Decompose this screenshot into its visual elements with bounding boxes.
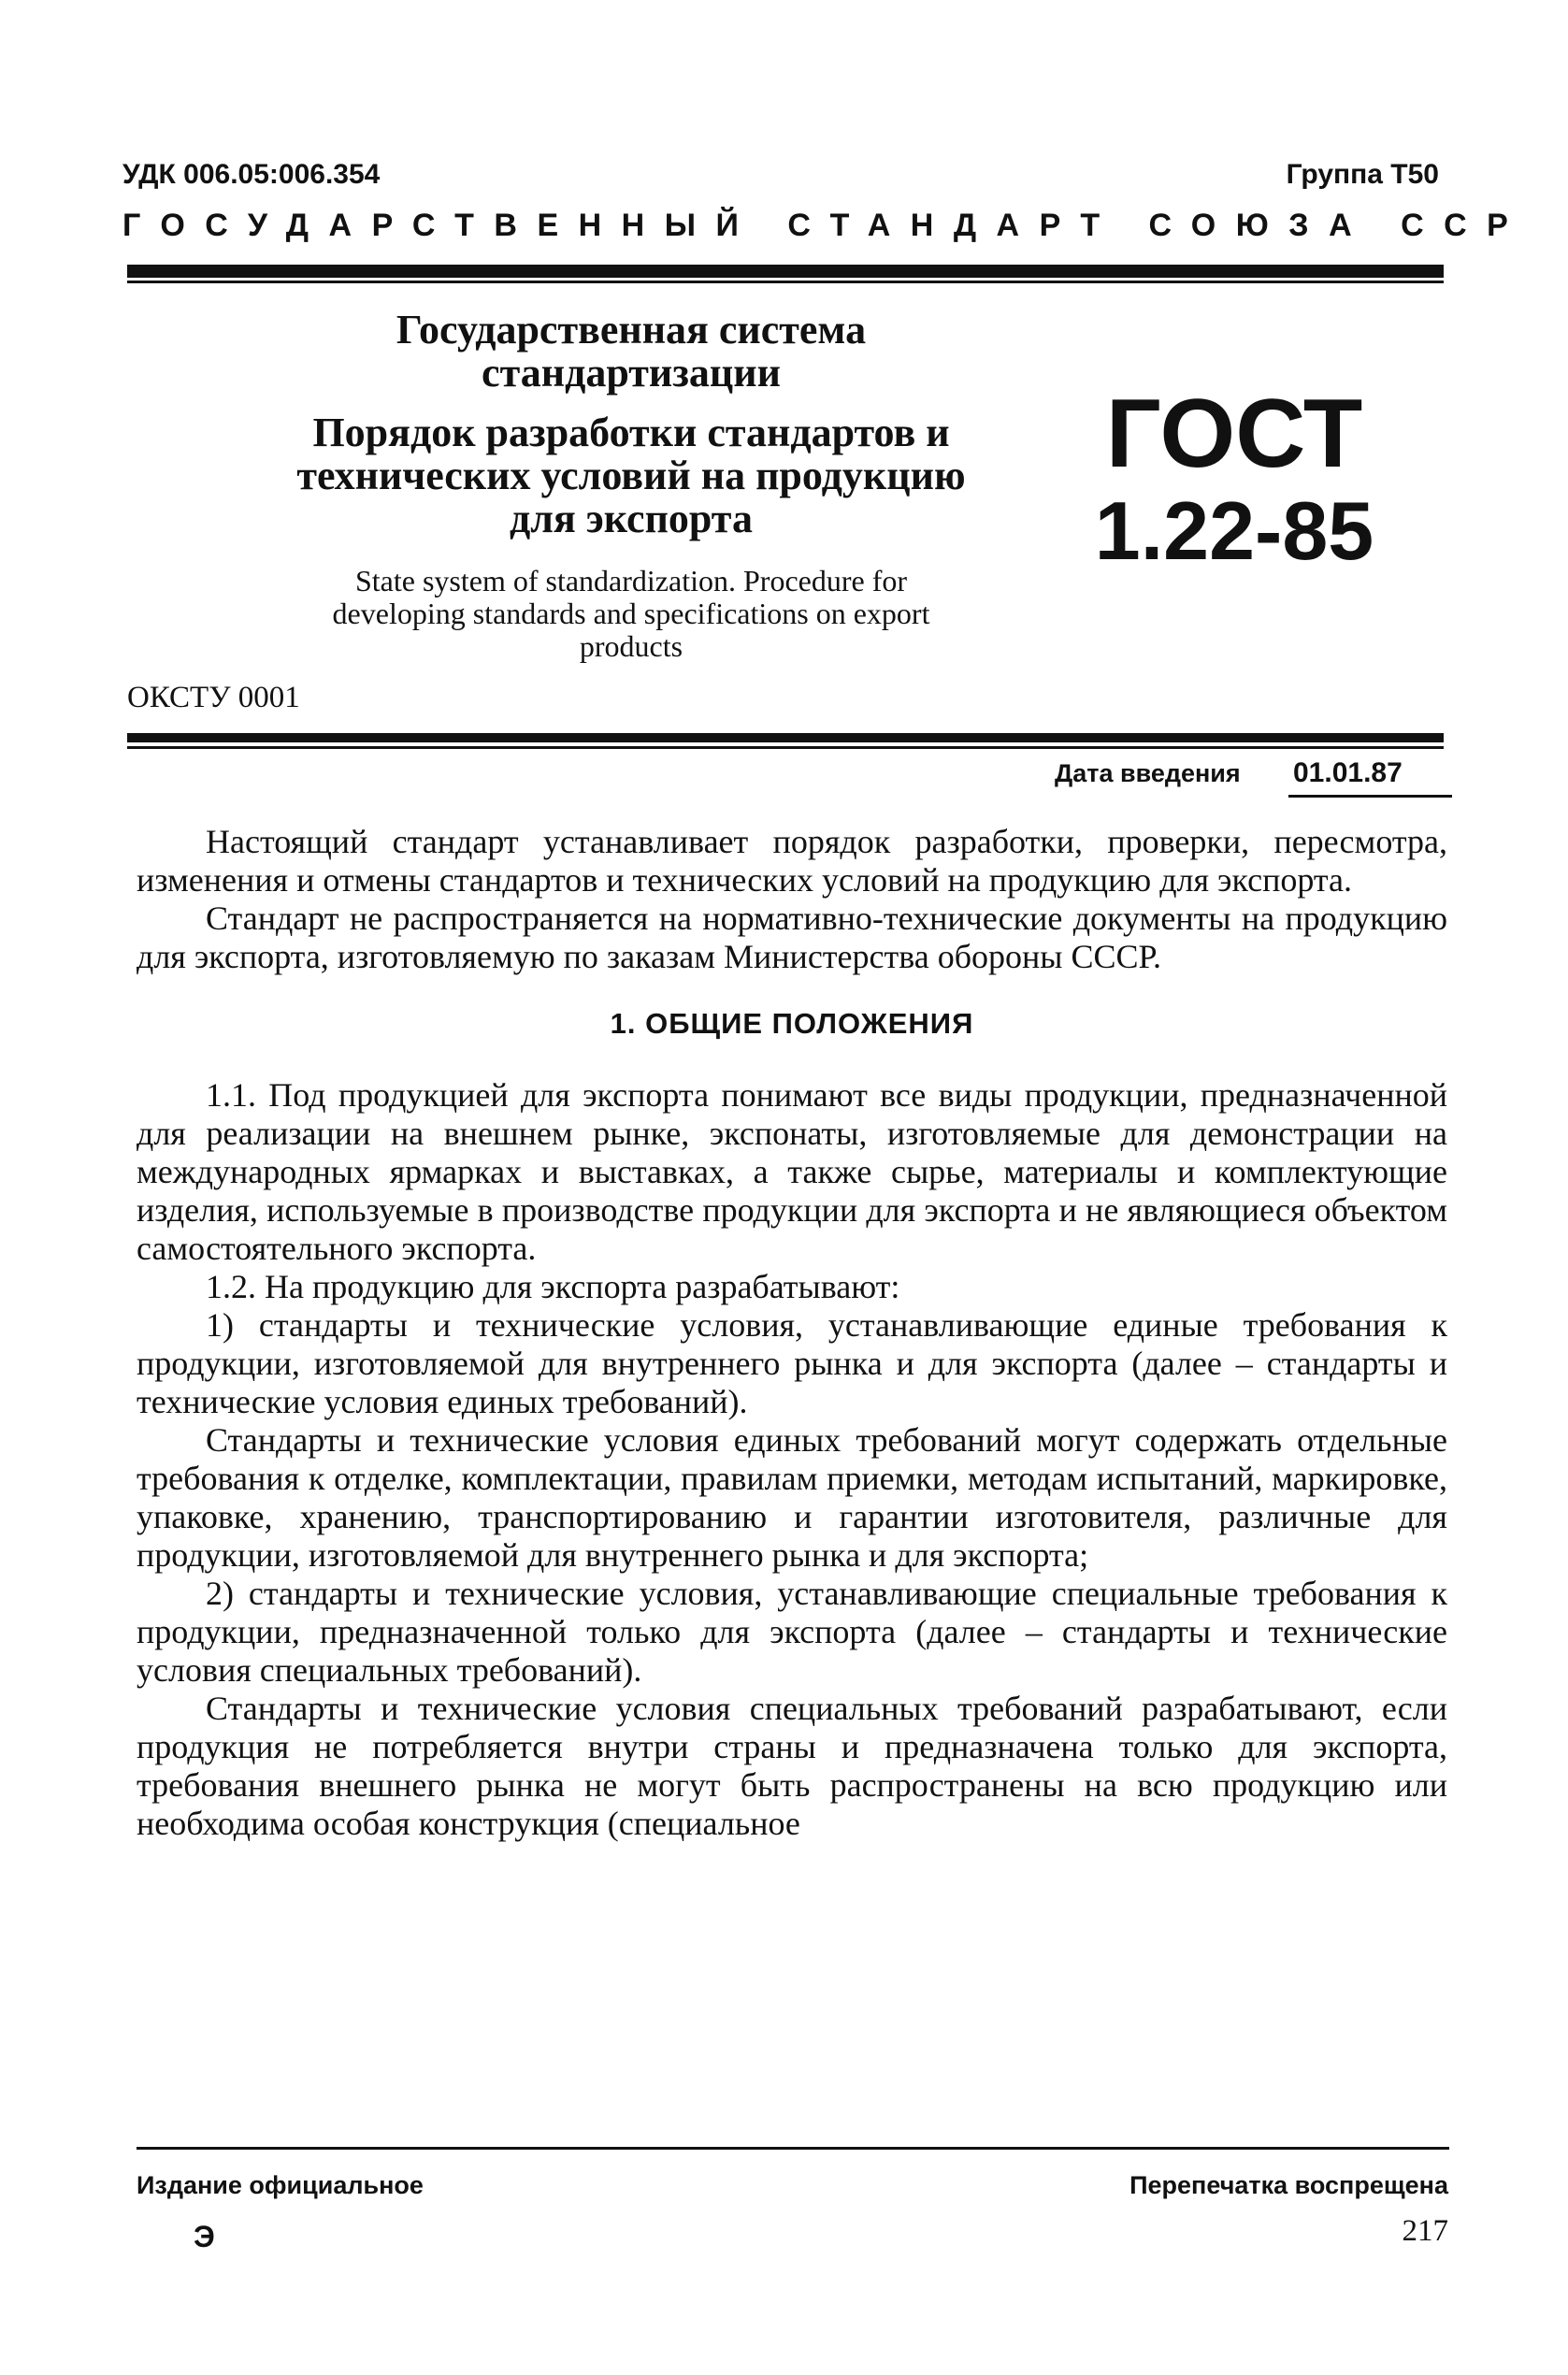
paragraph: Стандарты и технические условия единых требований могут содержать отдельные требования к отделке, комплектации, правилам приемки, методам испытаний, маркировке, упаковке, хранению, транспортированию и гарантии изготовителя, различные для продукции, изготовляемой для внутреннего рынка и для экспорта; bbox=[137, 1421, 1447, 1574]
reprint-prohibited-label: Перепечатка воспрещена bbox=[1129, 2171, 1448, 2199]
intro-date-label: Дата введения bbox=[1055, 759, 1241, 787]
gost-number: 1.22-85 bbox=[1094, 484, 1374, 577]
page-number: 217 bbox=[1402, 2214, 1448, 2248]
intro-date-underline bbox=[1288, 795, 1452, 798]
standard-union-heading: ГОСУДАРСТВЕННЫЙ СТАНДАРТ СОЮЗА ССР bbox=[122, 208, 1529, 243]
section-heading: 1. ОБЩИЕ ПОЛОЖЕНИЯ bbox=[610, 1007, 974, 1040]
title-block bbox=[295, 309, 968, 663]
gost-label: ГОСТ bbox=[1105, 380, 1363, 488]
intro-date-value: 01.01.87 bbox=[1293, 757, 1403, 788]
paragraph: 2) стандарты и технические условия, устанавливающие специальные требования к продукции, предназначенной только для экспорта (далее – стандарты и технические условия специальных требований). bbox=[137, 1575, 1447, 1689]
middle-rule-thin bbox=[127, 746, 1444, 749]
top-rule bbox=[127, 265, 1444, 278]
paragraph: Стандарт не распространяется на нормативно-технические документы на продукцию для экспорта, изготовляемую по заказам Министерства обороны СССР. bbox=[137, 900, 1447, 975]
english-title: State system of standardization. Procedure for developing standards and specifications on export products bbox=[332, 564, 930, 663]
paragraph: 1.2. На продукцию для экспорта разрабатывают: bbox=[206, 1268, 900, 1305]
oksty-code: ОКСТУ 0001 bbox=[127, 681, 300, 714]
top-rule-thin bbox=[127, 281, 1444, 283]
document-title: Государственная система стандартизации bbox=[396, 307, 867, 396]
document-subtitle: Порядок разработки стандартов и технических условий на продукцию для экспорта bbox=[296, 410, 966, 541]
middle-rule bbox=[127, 733, 1444, 742]
paragraph: Настоящий стандарт устанавливает порядок разработки, проверки, пересмотра, изменения и отмены стандартов и технических условий на продукцию для экспорта. bbox=[137, 823, 1447, 899]
footer-rule bbox=[137, 2147, 1449, 2150]
edition-mark: Э bbox=[194, 2220, 215, 2253]
udk-code: УДК 006.05:006.354 bbox=[122, 159, 381, 190]
official-edition-label: Издание официальное bbox=[137, 2171, 424, 2199]
paragraph: 1.1. Под продукцией для экспорта понимают все виды продукции, предназначенной для реализации на внешнем рынке, экспонаты, изготовляемые для демонстрации на международных ярмарках и выставках, а также сырье, материалы и комплектующие изделия, используемые в производстве продукции для экспорта и не являющиеся объектом самостоятельного экспорта. bbox=[137, 1076, 1447, 1267]
body-text bbox=[137, 823, 1447, 1843]
group-code: Группа Т50 bbox=[1286, 159, 1439, 190]
paragraph: Стандарты и технические условия специальных требований разрабатывают, если продукция не потребляется внутри страны и предназначена только для экспорта, требования внешнего рынка не могут быть распространены на всю продукцию или необходима особая конструкция (специальное bbox=[137, 1690, 1447, 1842]
paragraph: 1) стандарты и технические условия, устанавливающие единые требования к продукции, изготовляемой для внутреннего рынка и для экспорта (далее – стандарты и технические условия единых требований). bbox=[137, 1306, 1447, 1420]
